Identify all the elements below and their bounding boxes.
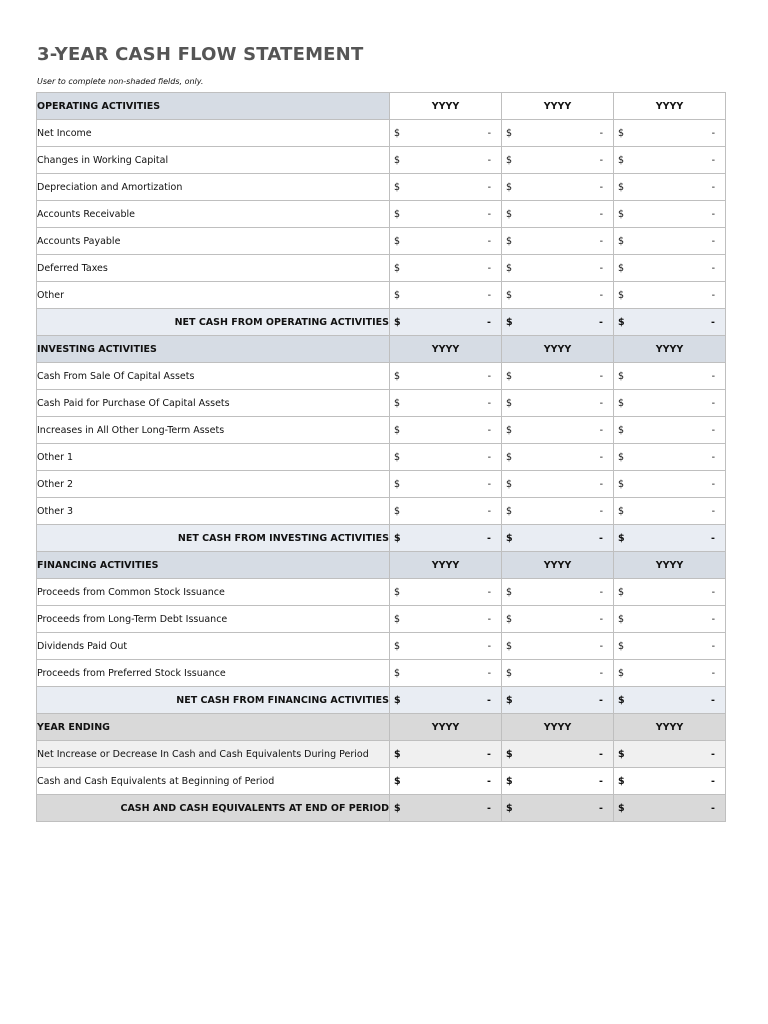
amount-value: - — [599, 154, 603, 166]
currency-symbol: $ — [618, 694, 625, 706]
amount-cell[interactable] — [390, 579, 502, 606]
year-header[interactable]: YYYY — [502, 714, 614, 741]
table-row — [37, 201, 726, 228]
currency-symbol: $ — [506, 478, 513, 490]
currency-symbol: $ — [394, 316, 401, 328]
section-header-row — [37, 552, 726, 579]
row-label: Net Income — [37, 120, 390, 147]
amount-value: - — [711, 235, 715, 247]
amount-value: - — [487, 424, 491, 436]
table-row — [37, 363, 726, 390]
currency-symbol: $ — [618, 424, 625, 436]
amount-value: - — [599, 370, 603, 382]
amount-cell[interactable] — [614, 417, 726, 444]
amount-value: - — [487, 667, 491, 679]
amount-value: - — [599, 532, 603, 544]
currency-symbol: $ — [618, 505, 625, 517]
amount-cell — [502, 741, 614, 768]
currency-symbol: $ — [394, 154, 401, 166]
amount-cell[interactable] — [390, 498, 502, 525]
amount-value: - — [711, 802, 715, 814]
amount-value: - — [711, 262, 715, 274]
amount-cell — [614, 741, 726, 768]
amount-cell — [390, 741, 502, 768]
amount-cell[interactable] — [502, 633, 614, 660]
currency-symbol: $ — [394, 127, 401, 139]
amount-value: - — [711, 181, 715, 193]
amount-value: - — [487, 397, 491, 409]
amount-value: - — [487, 235, 491, 247]
amount-value: - — [599, 262, 603, 274]
amount-value: - — [711, 289, 715, 301]
year-header: YYYY — [614, 336, 726, 363]
currency-symbol: $ — [394, 451, 401, 463]
amount-cell[interactable] — [502, 363, 614, 390]
row-label: Proceeds from Long-Term Debt Issuance — [37, 606, 390, 633]
amount-value: - — [599, 478, 603, 490]
amount-cell[interactable] — [614, 363, 726, 390]
currency-symbol: $ — [506, 235, 513, 247]
currency-symbol: $ — [506, 208, 513, 220]
amount-cell[interactable] — [502, 201, 614, 228]
amount-value: - — [487, 532, 491, 544]
row-label: Dividends Paid Out — [37, 633, 390, 660]
table-row — [37, 741, 726, 768]
currency-symbol: $ — [506, 289, 513, 301]
currency-symbol: $ — [618, 640, 625, 652]
amount-value: - — [487, 505, 491, 517]
table-row — [37, 228, 726, 255]
row-label: Other 2 — [37, 471, 390, 498]
table-row — [37, 471, 726, 498]
currency-symbol: $ — [618, 613, 625, 625]
amount-value: - — [487, 451, 491, 463]
amount-value: - — [711, 424, 715, 436]
amount-cell[interactable] — [390, 471, 502, 498]
section-header-row — [37, 336, 726, 363]
table-row — [37, 417, 726, 444]
amount-cell[interactable] — [614, 147, 726, 174]
table-row — [37, 606, 726, 633]
row-label: Net Increase or Decrease In Cash and Cash Equivalents During Period — [37, 741, 390, 768]
amount-cell[interactable] — [502, 174, 614, 201]
year-header: YYYY — [502, 552, 614, 579]
currency-symbol: $ — [506, 802, 513, 814]
currency-symbol: $ — [618, 478, 625, 490]
amount-value: - — [487, 478, 491, 490]
currency-symbol: $ — [394, 235, 401, 247]
row-label: Cash and Cash Equivalents at Beginning of Period — [37, 768, 390, 795]
currency-symbol: $ — [506, 613, 513, 625]
year-header[interactable]: YYYY — [614, 93, 726, 120]
amount-cell[interactable] — [390, 120, 502, 147]
amount-cell[interactable] — [614, 255, 726, 282]
amount-value: - — [599, 289, 603, 301]
total-amount-cell — [502, 525, 614, 552]
amount-cell[interactable] — [614, 174, 726, 201]
amount-value: - — [599, 640, 603, 652]
amount-value: - — [711, 586, 715, 598]
currency-symbol: $ — [506, 397, 513, 409]
total-amount-cell — [614, 525, 726, 552]
amount-cell[interactable] — [390, 282, 502, 309]
currency-symbol: $ — [506, 775, 513, 787]
amount-value: - — [599, 127, 603, 139]
amount-value: - — [599, 775, 603, 787]
table-row — [37, 444, 726, 471]
currency-symbol: $ — [394, 667, 401, 679]
amount-value: - — [487, 316, 491, 328]
total-row — [37, 309, 726, 336]
currency-symbol: $ — [618, 586, 625, 598]
total-label: NET CASH FROM OPERATING ACTIVITIES — [37, 309, 390, 336]
total-label: NET CASH FROM INVESTING ACTIVITIES — [37, 525, 390, 552]
amount-cell[interactable] — [614, 498, 726, 525]
total-row — [37, 795, 726, 822]
total-amount-cell — [390, 687, 502, 714]
amount-cell[interactable] — [390, 633, 502, 660]
total-amount-cell — [390, 795, 502, 822]
row-label: Increases in All Other Long-Term Assets — [37, 417, 390, 444]
currency-symbol: $ — [506, 370, 513, 382]
section-header: OPERATING ACTIVITIES — [37, 93, 390, 120]
amount-value: - — [487, 694, 491, 706]
year-header[interactable]: YYYY — [614, 714, 726, 741]
amount-value: - — [487, 613, 491, 625]
total-amount-cell — [614, 795, 726, 822]
amount-value: - — [711, 397, 715, 409]
amount-value: - — [711, 127, 715, 139]
amount-cell[interactable] — [390, 417, 502, 444]
total-amount-cell — [502, 795, 614, 822]
currency-symbol: $ — [618, 208, 625, 220]
cash-flow-table — [36, 92, 726, 822]
amount-value: - — [711, 532, 715, 544]
amount-value: - — [599, 316, 603, 328]
section-header-row — [37, 93, 726, 120]
row-label: Cash Paid for Purchase Of Capital Assets — [37, 390, 390, 417]
year-header: YYYY — [502, 336, 614, 363]
currency-symbol: $ — [506, 316, 513, 328]
amount-value: - — [487, 802, 491, 814]
row-label: Other — [37, 282, 390, 309]
amount-value: - — [599, 613, 603, 625]
amount-cell[interactable] — [614, 660, 726, 687]
amount-cell[interactable] — [614, 471, 726, 498]
amount-value: - — [599, 208, 603, 220]
amount-value: - — [599, 505, 603, 517]
page-title: 3-YEAR CASH FLOW STATEMENT — [37, 44, 364, 65]
table-row — [37, 498, 726, 525]
currency-symbol: $ — [506, 262, 513, 274]
table-row — [37, 174, 726, 201]
currency-symbol: $ — [394, 748, 401, 760]
amount-cell[interactable] — [502, 579, 614, 606]
amount-cell[interactable] — [614, 201, 726, 228]
currency-symbol: $ — [618, 370, 625, 382]
amount-cell[interactable] — [390, 228, 502, 255]
table-row — [37, 282, 726, 309]
amount-value: - — [487, 154, 491, 166]
amount-cell[interactable] — [502, 417, 614, 444]
table-row — [37, 255, 726, 282]
total-row — [37, 687, 726, 714]
amount-value: - — [711, 370, 715, 382]
row-label: Proceeds from Common Stock Issuance — [37, 579, 390, 606]
amount-value: - — [599, 235, 603, 247]
amount-cell[interactable] — [502, 390, 614, 417]
total-label: CASH AND CASH EQUIVALENTS AT END OF PERIOD — [37, 795, 390, 822]
amount-value: - — [711, 775, 715, 787]
amount-value: - — [711, 154, 715, 166]
instruction-note: User to complete non-shaded fields, only. — [37, 77, 204, 86]
amount-cell[interactable] — [502, 471, 614, 498]
total-amount-cell — [390, 309, 502, 336]
row-label: Accounts Payable — [37, 228, 390, 255]
total-amount-cell — [614, 687, 726, 714]
amount-cell[interactable] — [502, 120, 614, 147]
currency-symbol: $ — [618, 127, 625, 139]
currency-symbol: $ — [618, 316, 625, 328]
currency-symbol: $ — [394, 586, 401, 598]
amount-cell[interactable] — [390, 201, 502, 228]
amount-cell[interactable] — [502, 444, 614, 471]
currency-symbol: $ — [506, 694, 513, 706]
year-header[interactable]: YYYY — [390, 714, 502, 741]
currency-symbol: $ — [394, 262, 401, 274]
total-amount-cell — [502, 309, 614, 336]
amount-value: - — [711, 640, 715, 652]
row-label: Deferred Taxes — [37, 255, 390, 282]
currency-symbol: $ — [394, 424, 401, 436]
amount-cell[interactable] — [502, 228, 614, 255]
currency-symbol: $ — [506, 640, 513, 652]
amount-value: - — [599, 748, 603, 760]
year-header[interactable]: YYYY — [502, 93, 614, 120]
amount-cell[interactable] — [614, 228, 726, 255]
amount-value: - — [487, 748, 491, 760]
amount-value: - — [599, 694, 603, 706]
amount-value: - — [599, 181, 603, 193]
total-amount-cell — [614, 309, 726, 336]
amount-value: - — [487, 262, 491, 274]
currency-symbol: $ — [618, 451, 625, 463]
section-header-row — [37, 714, 726, 741]
table-row — [37, 390, 726, 417]
amount-cell[interactable] — [614, 606, 726, 633]
currency-symbol: $ — [506, 181, 513, 193]
amount-value: - — [711, 316, 715, 328]
amount-value: - — [487, 181, 491, 193]
currency-symbol: $ — [506, 586, 513, 598]
amount-value: - — [711, 694, 715, 706]
currency-symbol: $ — [618, 802, 625, 814]
amount-cell[interactable] — [502, 660, 614, 687]
table-row — [37, 660, 726, 687]
currency-symbol: $ — [394, 802, 401, 814]
amount-value: - — [599, 586, 603, 598]
currency-symbol: $ — [394, 370, 401, 382]
currency-symbol: $ — [394, 532, 401, 544]
table-row — [37, 633, 726, 660]
total-amount-cell — [390, 525, 502, 552]
amount-value: - — [599, 424, 603, 436]
table-row — [37, 147, 726, 174]
currency-symbol: $ — [394, 289, 401, 301]
amount-value: - — [599, 451, 603, 463]
currency-symbol: $ — [394, 640, 401, 652]
currency-symbol: $ — [618, 748, 625, 760]
currency-symbol: $ — [506, 451, 513, 463]
amount-value: - — [487, 127, 491, 139]
total-label: NET CASH FROM FINANCING ACTIVITIES — [37, 687, 390, 714]
currency-symbol: $ — [506, 154, 513, 166]
currency-symbol: $ — [506, 667, 513, 679]
amount-cell[interactable] — [502, 282, 614, 309]
section-header: YEAR ENDING — [37, 714, 390, 741]
amount-cell[interactable] — [614, 282, 726, 309]
amount-value: - — [487, 370, 491, 382]
amount-value: - — [487, 586, 491, 598]
currency-symbol: $ — [506, 532, 513, 544]
total-row — [37, 525, 726, 552]
amount-value: - — [711, 451, 715, 463]
row-label: Cash From Sale Of Capital Assets — [37, 363, 390, 390]
amount-value: - — [711, 208, 715, 220]
amount-cell[interactable] — [390, 768, 502, 795]
row-label: Other 3 — [37, 498, 390, 525]
currency-symbol: $ — [618, 532, 625, 544]
currency-symbol: $ — [394, 397, 401, 409]
row-label: Proceeds from Preferred Stock Issuance — [37, 660, 390, 687]
currency-symbol: $ — [618, 262, 625, 274]
amount-cell[interactable] — [614, 120, 726, 147]
amount-value: - — [711, 748, 715, 760]
currency-symbol: $ — [394, 613, 401, 625]
amount-value: - — [487, 289, 491, 301]
amount-cell[interactable] — [390, 444, 502, 471]
currency-symbol: $ — [394, 775, 401, 787]
amount-cell[interactable] — [502, 498, 614, 525]
table-row — [37, 768, 726, 795]
amount-cell[interactable] — [614, 444, 726, 471]
currency-symbol: $ — [394, 478, 401, 490]
amount-value: - — [599, 802, 603, 814]
currency-symbol: $ — [506, 748, 513, 760]
amount-cell[interactable] — [390, 390, 502, 417]
table-row — [37, 579, 726, 606]
amount-cell[interactable] — [614, 633, 726, 660]
row-label: Accounts Receivable — [37, 201, 390, 228]
currency-symbol: $ — [618, 397, 625, 409]
amount-value: - — [711, 613, 715, 625]
amount-cell[interactable] — [390, 174, 502, 201]
amount-cell[interactable] — [502, 768, 614, 795]
amount-value: - — [711, 478, 715, 490]
year-header: YYYY — [614, 552, 726, 579]
total-amount-cell — [502, 687, 614, 714]
currency-symbol: $ — [618, 667, 625, 679]
currency-symbol: $ — [618, 181, 625, 193]
section-header: INVESTING ACTIVITIES — [37, 336, 390, 363]
row-label: Other 1 — [37, 444, 390, 471]
currency-symbol: $ — [618, 235, 625, 247]
currency-symbol: $ — [618, 775, 625, 787]
year-header[interactable]: YYYY — [390, 93, 502, 120]
amount-value: - — [599, 667, 603, 679]
amount-value: - — [599, 397, 603, 409]
amount-value: - — [487, 775, 491, 787]
currency-symbol: $ — [394, 181, 401, 193]
amount-value: - — [711, 667, 715, 679]
section-header: FINANCING ACTIVITIES — [37, 552, 390, 579]
amount-cell[interactable] — [614, 579, 726, 606]
amount-cell[interactable] — [614, 768, 726, 795]
amount-cell[interactable] — [390, 255, 502, 282]
currency-symbol: $ — [506, 505, 513, 517]
currency-symbol: $ — [506, 424, 513, 436]
amount-cell[interactable] — [390, 363, 502, 390]
year-header: YYYY — [390, 336, 502, 363]
year-header: YYYY — [390, 552, 502, 579]
row-label: Depreciation and Amortization — [37, 174, 390, 201]
currency-symbol: $ — [618, 289, 625, 301]
amount-value: - — [487, 640, 491, 652]
amount-value: - — [487, 208, 491, 220]
currency-symbol: $ — [618, 154, 625, 166]
amount-value: - — [711, 505, 715, 517]
currency-symbol: $ — [506, 127, 513, 139]
row-label: Changes in Working Capital — [37, 147, 390, 174]
amount-cell[interactable] — [390, 147, 502, 174]
amount-cell[interactable] — [502, 255, 614, 282]
amount-cell[interactable] — [502, 147, 614, 174]
currency-symbol: $ — [394, 694, 401, 706]
table-row — [37, 120, 726, 147]
currency-symbol: $ — [394, 208, 401, 220]
amount-cell[interactable] — [390, 660, 502, 687]
amount-cell[interactable] — [502, 606, 614, 633]
currency-symbol: $ — [394, 505, 401, 517]
amount-cell[interactable] — [614, 390, 726, 417]
amount-cell[interactable] — [390, 606, 502, 633]
